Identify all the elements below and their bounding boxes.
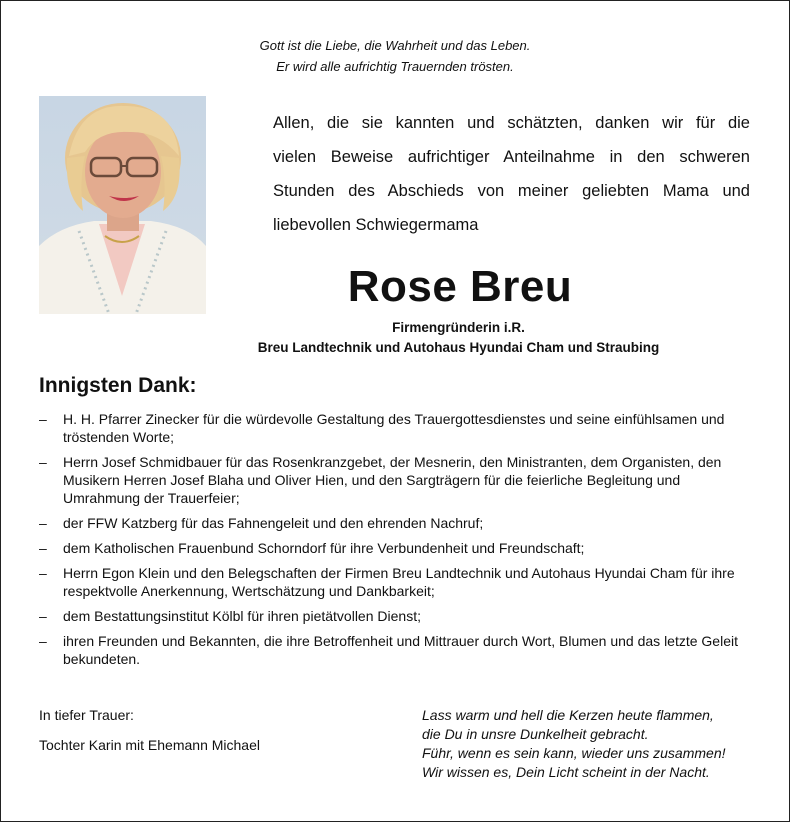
deceased-role <box>200 318 717 358</box>
deceased-name: Rose Breu <box>347 262 573 311</box>
motto-line-2: Er wird alle aufrichtig Trauernden trösten. <box>276 59 514 74</box>
thanks-line-2: vielen Beweise aufrichtiger Anteilnahme in den schweren <box>273 148 750 166</box>
list-item <box>39 514 751 532</box>
verse-line-1: Lass warm und hell die Kerzen heute flammen, <box>422 707 714 723</box>
list-item-text: dem Bestattungsinstitut Kölbl für ihren pietätvollen Dienst; <box>63 608 421 624</box>
motto-line-1: Gott ist die Liebe, die Wahrheit und das Leben. <box>259 38 531 53</box>
list-item-text: Herrn Egon Klein und den Belegschaften der Firmen Breu Landtechnik und Autohaus Hyundai Cham für ihre respektvolle Anerkennung, Wertschätzung und Dankbarkeit; <box>63 565 735 599</box>
mourning-label: In tiefer Trauer: <box>39 707 134 723</box>
thanks-line-4: liebevollen Schwiegermama <box>273 216 479 234</box>
list-item <box>39 564 751 600</box>
role-line-2: Breu Landtechnik und Autohaus Hyundai Cham und Straubing <box>257 340 660 355</box>
motto <box>0 35 790 77</box>
thanks-heading: Innigsten Dank: <box>39 374 197 397</box>
thanks-line-1: Allen, die sie kannten und schätzten, danken wir für die <box>273 114 750 132</box>
list-dash: – <box>39 540 47 556</box>
list-dash: – <box>39 565 47 581</box>
verse-line-4: Wir wissen es, Dein Licht scheint in der Nacht. <box>422 764 710 780</box>
list-item-text: H. H. Pfarrer Zinecker für die würdevolle Gestaltung des Trauergottesdienstes und seine einfühlsamen und tröstenden Worte; <box>63 411 725 445</box>
closing-verse <box>422 706 726 782</box>
mourning-names: Tochter Karin mit Ehemann Michael <box>39 737 260 753</box>
list-item-text: Herrn Josef Schmidbauer für das Rosenkranzgebet, der Mesnerin, den Ministranten, dem Organisten, den Musikern Herren Josef Blaha und Oliver Hien, und den Sargträgern für die feierliche Begleitung und Umrahmung der Trauerfeier; <box>63 454 722 506</box>
list-item-text: dem Katholischen Frauenbund Schorndorf für ihre Verbundenheit und Freundschaft; <box>63 540 585 556</box>
role-line-1: Firmengründerin i.R. <box>392 320 525 335</box>
list-item-text: ihren Freunden und Bekannten, die ihre Betroffenheit und Mittrauer durch Wort, Blumen und das letzte Geleit bekundeten. <box>63 633 738 667</box>
list-item <box>39 607 751 625</box>
list-dash: – <box>39 515 47 531</box>
list-dash: – <box>39 608 47 624</box>
portrait-illustration <box>39 96 206 314</box>
list-dash: – <box>39 454 47 470</box>
list-item-text: der FFW Katzberg für das Fahnengeleit und den ehrenden Nachruf; <box>63 515 484 531</box>
thanks-list <box>39 410 751 675</box>
list-item <box>39 410 751 446</box>
thanks-line-3: Stunden des Abschieds von meiner geliebten Mama und <box>273 182 750 200</box>
verse-line-3: Führ, wenn es sein kann, wieder uns zusammen! <box>422 745 726 761</box>
portrait-photo <box>39 96 206 314</box>
list-dash: – <box>39 411 47 427</box>
thanks-paragraph <box>273 106 750 242</box>
list-dash: – <box>39 633 47 649</box>
list-item <box>39 539 751 557</box>
verse-line-2: die Du in unsre Dunkelheit gebracht. <box>422 726 649 742</box>
list-item <box>39 632 751 668</box>
list-item <box>39 453 751 507</box>
